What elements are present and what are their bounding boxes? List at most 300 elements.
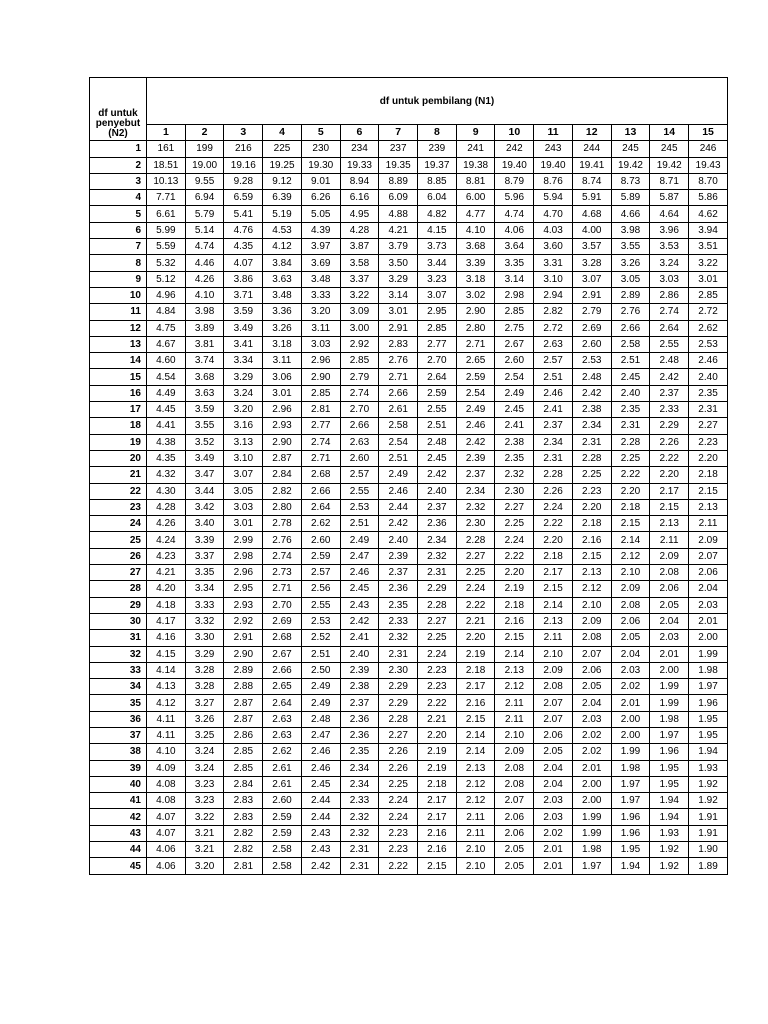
table-cell: 3.13	[224, 434, 263, 450]
table-cell: 1.95	[611, 842, 650, 858]
table-cell: 2.66	[379, 385, 418, 401]
table-cell: 1.91	[689, 825, 728, 841]
header-row-title	[90, 78, 728, 125]
table-cell: 2.45	[418, 450, 457, 466]
table-cell: 2.13	[650, 516, 689, 532]
table-cell: 8.89	[379, 173, 418, 189]
table-cell: 8.94	[340, 173, 379, 189]
row-df-label: 34	[90, 679, 147, 695]
table-cell: 1.90	[689, 842, 728, 858]
row-df-label: 26	[90, 548, 147, 564]
table-cell: 4.11	[147, 711, 186, 727]
row-df-label: 3	[90, 173, 147, 189]
table-cell: 2.28	[456, 532, 495, 548]
table-cell: 2.28	[611, 434, 650, 450]
table-cell: 2.07	[689, 548, 728, 564]
table-cell: 3.81	[185, 336, 224, 352]
table-cell: 3.37	[185, 548, 224, 564]
table-cell: 2.32	[418, 548, 457, 564]
table-cell: 3.06	[263, 369, 302, 385]
table-cell: 2.59	[301, 548, 340, 564]
table-cell: 3.27	[185, 695, 224, 711]
table-cell: 3.87	[340, 239, 379, 255]
table-cell: 2.70	[340, 402, 379, 418]
table-cell: 2.06	[689, 565, 728, 581]
table-cell: 2.16	[418, 825, 457, 841]
table-cell: 2.92	[224, 613, 263, 629]
table-cell: 2.88	[224, 679, 263, 695]
column-number-header: 13	[611, 125, 650, 141]
table-cell: 1.92	[650, 858, 689, 874]
table-cell: 2.17	[418, 809, 457, 825]
table-cell: 161	[147, 141, 186, 157]
table-cell: 4.54	[147, 369, 186, 385]
table-cell: 2.89	[224, 662, 263, 678]
table-cell: 2.03	[650, 630, 689, 646]
table-cell: 2.61	[263, 760, 302, 776]
table-row	[90, 516, 728, 532]
table-cell: 3.32	[185, 613, 224, 629]
table-cell: 3.24	[224, 385, 263, 401]
row-df-label: 7	[90, 239, 147, 255]
table-cell: 1.96	[689, 695, 728, 711]
table-cell: 4.28	[340, 222, 379, 238]
table-cell: 5.99	[147, 222, 186, 238]
row-header-title	[90, 78, 147, 141]
table-cell: 3.20	[301, 304, 340, 320]
table-cell: 2.09	[689, 532, 728, 548]
table-row	[90, 418, 728, 434]
row-header-line: (N2)	[108, 128, 128, 140]
table-cell: 2.34	[340, 760, 379, 776]
table-cell: 2.79	[340, 369, 379, 385]
table-cell: 2.96	[301, 353, 340, 369]
table-cell: 2.84	[263, 467, 302, 483]
table-cell: 2.08	[650, 565, 689, 581]
row-df-label: 10	[90, 287, 147, 303]
table-cell: 2.04	[689, 581, 728, 597]
table-cell: 2.71	[379, 369, 418, 385]
table-cell: 2.62	[301, 516, 340, 532]
table-cell: 2.26	[379, 744, 418, 760]
table-row	[90, 776, 728, 792]
table-cell: 2.49	[456, 402, 495, 418]
table-cell: 3.09	[340, 304, 379, 320]
table-cell: 2.82	[224, 825, 263, 841]
table-cell: 2.10	[572, 597, 611, 613]
table-cell: 2.77	[301, 418, 340, 434]
table-cell: 2.34	[340, 776, 379, 792]
table-cell: 3.05	[611, 271, 650, 287]
table-cell: 4.49	[147, 385, 186, 401]
table-cell: 4.30	[147, 483, 186, 499]
row-df-label: 4	[90, 190, 147, 206]
table-cell: 3.18	[456, 271, 495, 287]
table-cell: 2.96	[263, 402, 302, 418]
table-cell: 2.26	[534, 483, 573, 499]
table-cell: 3.44	[418, 255, 457, 271]
table-cell: 2.27	[495, 499, 534, 515]
table-cell: 6.61	[147, 206, 186, 222]
table-cell: 2.12	[572, 581, 611, 597]
table-cell: 4.14	[147, 662, 186, 678]
table-cell: 4.15	[147, 646, 186, 662]
table-cell: 2.35	[340, 744, 379, 760]
table-row	[90, 842, 728, 858]
table-cell: 2.09	[611, 581, 650, 597]
table-cell: 9.12	[263, 173, 302, 189]
table-cell: 4.53	[263, 222, 302, 238]
table-cell: 2.48	[650, 353, 689, 369]
table-cell: 3.98	[611, 222, 650, 238]
table-cell: 2.15	[456, 711, 495, 727]
table-cell: 2.59	[456, 369, 495, 385]
table-cell: 4.12	[263, 239, 302, 255]
table-cell: 4.67	[147, 336, 186, 352]
table-row	[90, 467, 728, 483]
table-cell: 4.07	[147, 809, 186, 825]
table-cell: 2.00	[650, 662, 689, 678]
table-cell: 2.00	[611, 727, 650, 743]
column-number-header: 14	[650, 125, 689, 141]
table-row	[90, 499, 728, 515]
table-cell: 1.99	[572, 825, 611, 841]
table-cell: 2.98	[224, 548, 263, 564]
table-cell: 2.46	[301, 744, 340, 760]
table-cell: 3.22	[185, 809, 224, 825]
table-cell: 3.26	[611, 255, 650, 271]
table-cell: 2.57	[534, 353, 573, 369]
table-cell: 2.64	[418, 369, 457, 385]
table-cell: 3.50	[379, 255, 418, 271]
table-cell: 2.69	[572, 320, 611, 336]
row-df-label: 40	[90, 776, 147, 792]
table-cell: 2.11	[495, 711, 534, 727]
table-row	[90, 565, 728, 581]
table-cell: 2.14	[495, 646, 534, 662]
row-df-label: 11	[90, 304, 147, 320]
table-row	[90, 727, 728, 743]
table-cell: 3.49	[224, 320, 263, 336]
table-cell: 2.29	[379, 695, 418, 711]
column-number-header: 10	[495, 125, 534, 141]
table-cell: 2.29	[650, 418, 689, 434]
table-row	[90, 744, 728, 760]
table-cell: 2.70	[418, 353, 457, 369]
table-cell: 2.86	[650, 287, 689, 303]
column-number-header: 15	[689, 125, 728, 141]
table-cell: 2.15	[572, 548, 611, 564]
table-cell: 2.81	[301, 402, 340, 418]
table-cell: 2.90	[456, 304, 495, 320]
table-cell: 4.07	[224, 255, 263, 271]
table-cell: 2.40	[611, 385, 650, 401]
table-row	[90, 825, 728, 841]
table-cell: 3.40	[185, 516, 224, 532]
table-cell: 2.47	[301, 727, 340, 743]
table-cell: 2.25	[495, 516, 534, 532]
table-cell: 2.69	[263, 613, 302, 629]
table-cell: 2.37	[650, 385, 689, 401]
table-cell: 2.06	[534, 727, 573, 743]
row-df-label: 41	[90, 793, 147, 809]
table-cell: 2.54	[495, 369, 534, 385]
table-cell: 230	[301, 141, 340, 157]
row-df-label: 12	[90, 320, 147, 336]
table-cell: 2.93	[263, 418, 302, 434]
table-cell: 4.95	[340, 206, 379, 222]
table-cell: 1.93	[650, 825, 689, 841]
table-cell: 2.46	[379, 483, 418, 499]
table-cell: 225	[263, 141, 302, 157]
table-cell: 3.33	[185, 597, 224, 613]
table-cell: 2.59	[263, 825, 302, 841]
table-cell: 3.28	[185, 662, 224, 678]
table-cell: 2.18	[689, 467, 728, 483]
table-cell: 2.08	[611, 597, 650, 613]
table-cell: 2.19	[418, 744, 457, 760]
table-cell: 2.01	[689, 613, 728, 629]
table-cell: 2.41	[495, 418, 534, 434]
table-cell: 19.37	[418, 157, 457, 173]
table-cell: 2.20	[650, 467, 689, 483]
table-row	[90, 402, 728, 418]
table-cell: 3.89	[185, 320, 224, 336]
table-cell: 4.41	[147, 418, 186, 434]
table-cell: 2.55	[301, 597, 340, 613]
table-cell: 19.40	[534, 157, 573, 173]
table-cell: 2.82	[263, 483, 302, 499]
row-df-label: 2	[90, 157, 147, 173]
table-cell: 2.32	[456, 499, 495, 515]
table-cell: 3.14	[495, 271, 534, 287]
table-cell: 3.01	[263, 385, 302, 401]
table-cell: 2.20	[456, 630, 495, 646]
table-cell: 2.09	[650, 548, 689, 564]
table-cell: 3.59	[185, 402, 224, 418]
table-cell: 2.09	[534, 662, 573, 678]
table-cell: 216	[224, 141, 263, 157]
table-cell: 2.04	[611, 646, 650, 662]
table-cell: 2.23	[379, 842, 418, 858]
table-cell: 2.29	[418, 581, 457, 597]
table-cell: 2.63	[263, 727, 302, 743]
table-cell: 2.15	[495, 630, 534, 646]
table-cell: 4.08	[147, 793, 186, 809]
table-cell: 2.24	[418, 646, 457, 662]
table-cell: 2.68	[263, 630, 302, 646]
table-cell: 2.20	[495, 565, 534, 581]
table-cell: 2.76	[611, 304, 650, 320]
table-cell: 3.20	[185, 858, 224, 874]
table-cell: 4.96	[147, 287, 186, 303]
table-cell: 4.08	[147, 776, 186, 792]
column-number-header: 5	[301, 125, 340, 141]
table-cell: 2.08	[534, 679, 573, 695]
table-cell: 2.85	[301, 385, 340, 401]
table-cell: 1.98	[689, 662, 728, 678]
table-cell: 2.07	[495, 793, 534, 809]
table-cell: 2.63	[340, 434, 379, 450]
table-cell: 2.39	[340, 662, 379, 678]
table-cell: 2.04	[534, 760, 573, 776]
row-header-line: penyebut	[95, 118, 141, 130]
table-cell: 2.03	[572, 711, 611, 727]
table-cell: 5.32	[147, 255, 186, 271]
table-row	[90, 483, 728, 499]
table-row	[90, 304, 728, 320]
table-cell: 2.31	[611, 418, 650, 434]
table-cell: 4.45	[147, 402, 186, 418]
table-cell: 3.48	[301, 271, 340, 287]
table-cell: 2.54	[379, 434, 418, 450]
table-cell: 2.57	[340, 467, 379, 483]
table-cell: 3.34	[224, 353, 263, 369]
row-df-label: 30	[90, 613, 147, 629]
table-cell: 2.17	[650, 483, 689, 499]
table-cell: 4.76	[224, 222, 263, 238]
table-cell: 4.10	[456, 222, 495, 238]
table-cell: 2.44	[301, 793, 340, 809]
table-cell: 2.02	[611, 679, 650, 695]
table-row	[90, 613, 728, 629]
table-cell: 2.05	[611, 630, 650, 646]
table-cell: 2.00	[689, 630, 728, 646]
table-cell: 2.45	[495, 402, 534, 418]
table-cell: 4.10	[147, 744, 186, 760]
table-cell: 3.05	[224, 483, 263, 499]
table-cell: 2.18	[534, 548, 573, 564]
table-cell: 4.64	[650, 206, 689, 222]
table-cell: 4.24	[147, 532, 186, 548]
table-cell: 2.05	[495, 842, 534, 858]
table-cell: 2.25	[379, 776, 418, 792]
column-number-header: 1	[147, 125, 186, 141]
table-cell: 2.63	[534, 336, 573, 352]
table-cell: 2.23	[418, 679, 457, 695]
row-df-label: 23	[90, 499, 147, 515]
table-cell: 2.38	[495, 434, 534, 450]
table-cell: 2.02	[572, 744, 611, 760]
table-cell: 2.36	[379, 581, 418, 597]
table-cell: 2.08	[572, 630, 611, 646]
table-cell: 1.98	[572, 842, 611, 858]
table-cell: 2.91	[379, 320, 418, 336]
table-cell: 5.59	[147, 239, 186, 255]
table-row	[90, 336, 728, 352]
table-row	[90, 793, 728, 809]
row-df-label: 6	[90, 222, 147, 238]
table-cell: 2.32	[379, 630, 418, 646]
table-cell: 3.60	[534, 239, 573, 255]
table-cell: 4.18	[147, 597, 186, 613]
row-df-label: 42	[90, 809, 147, 825]
table-cell: 2.26	[650, 434, 689, 450]
row-df-label: 17	[90, 402, 147, 418]
table-cell: 2.38	[572, 402, 611, 418]
table-cell: 2.46	[456, 418, 495, 434]
column-number-header: 7	[379, 125, 418, 141]
table-cell: 2.34	[572, 418, 611, 434]
table-cell: 10.13	[147, 173, 186, 189]
table-cell: 2.00	[572, 793, 611, 809]
table-row	[90, 287, 728, 303]
table-cell: 2.48	[301, 711, 340, 727]
table-cell: 2.45	[611, 369, 650, 385]
column-number-header: 6	[340, 125, 379, 141]
table-cell: 2.05	[534, 744, 573, 760]
table-cell: 2.08	[495, 760, 534, 776]
table-cell: 3.20	[224, 402, 263, 418]
table-cell: 2.24	[534, 499, 573, 515]
table-cell: 6.59	[224, 190, 263, 206]
table-cell: 2.20	[611, 483, 650, 499]
table-row	[90, 157, 728, 173]
table-cell: 2.68	[301, 467, 340, 483]
table-row	[90, 581, 728, 597]
table-cell: 4.38	[147, 434, 186, 450]
row-df-label: 36	[90, 711, 147, 727]
table-row	[90, 679, 728, 695]
table-cell: 4.46	[185, 255, 224, 271]
table-cell: 2.22	[534, 516, 573, 532]
table-cell: 4.26	[147, 516, 186, 532]
row-df-label: 35	[90, 695, 147, 711]
table-cell: 1.94	[650, 793, 689, 809]
table-cell: 2.10	[456, 858, 495, 874]
table-cell: 2.25	[456, 565, 495, 581]
table-cell: 2.51	[534, 369, 573, 385]
table-cell: 4.21	[379, 222, 418, 238]
table-cell: 18.51	[147, 157, 186, 173]
table-cell: 2.74	[340, 385, 379, 401]
table-cell: 2.05	[572, 679, 611, 695]
table-row	[90, 141, 728, 157]
table-cell: 2.11	[534, 630, 573, 646]
table-cell: 2.70	[263, 597, 302, 613]
table-cell: 2.66	[301, 483, 340, 499]
table-cell: 3.07	[572, 271, 611, 287]
table-cell: 2.84	[224, 776, 263, 792]
row-df-label: 28	[90, 581, 147, 597]
column-number-header: 11	[534, 125, 573, 141]
table-cell: 5.19	[263, 206, 302, 222]
table-cell: 2.37	[418, 499, 457, 515]
table-cell: 3.21	[185, 825, 224, 841]
table-cell: 2.48	[572, 369, 611, 385]
table-cell: 3.98	[185, 304, 224, 320]
table-cell: 2.22	[418, 695, 457, 711]
table-cell: 2.48	[418, 434, 457, 450]
table-cell: 5.86	[689, 190, 728, 206]
table-cell: 2.23	[379, 825, 418, 841]
table-cell: 5.05	[301, 206, 340, 222]
table-cell: 2.11	[650, 532, 689, 548]
table-cell: 4.15	[418, 222, 457, 238]
table-cell: 8.70	[689, 173, 728, 189]
table-cell: 2.17	[418, 793, 457, 809]
table-cell: 2.60	[495, 353, 534, 369]
table-cell: 2.30	[379, 662, 418, 678]
table-cell: 6.04	[418, 190, 457, 206]
table-cell: 3.18	[263, 336, 302, 352]
table-cell: 3.58	[340, 255, 379, 271]
table-cell: 2.83	[224, 793, 263, 809]
table-cell: 2.28	[418, 597, 457, 613]
table-row	[90, 695, 728, 711]
table-cell: 2.18	[456, 662, 495, 678]
table-cell: 2.23	[418, 662, 457, 678]
